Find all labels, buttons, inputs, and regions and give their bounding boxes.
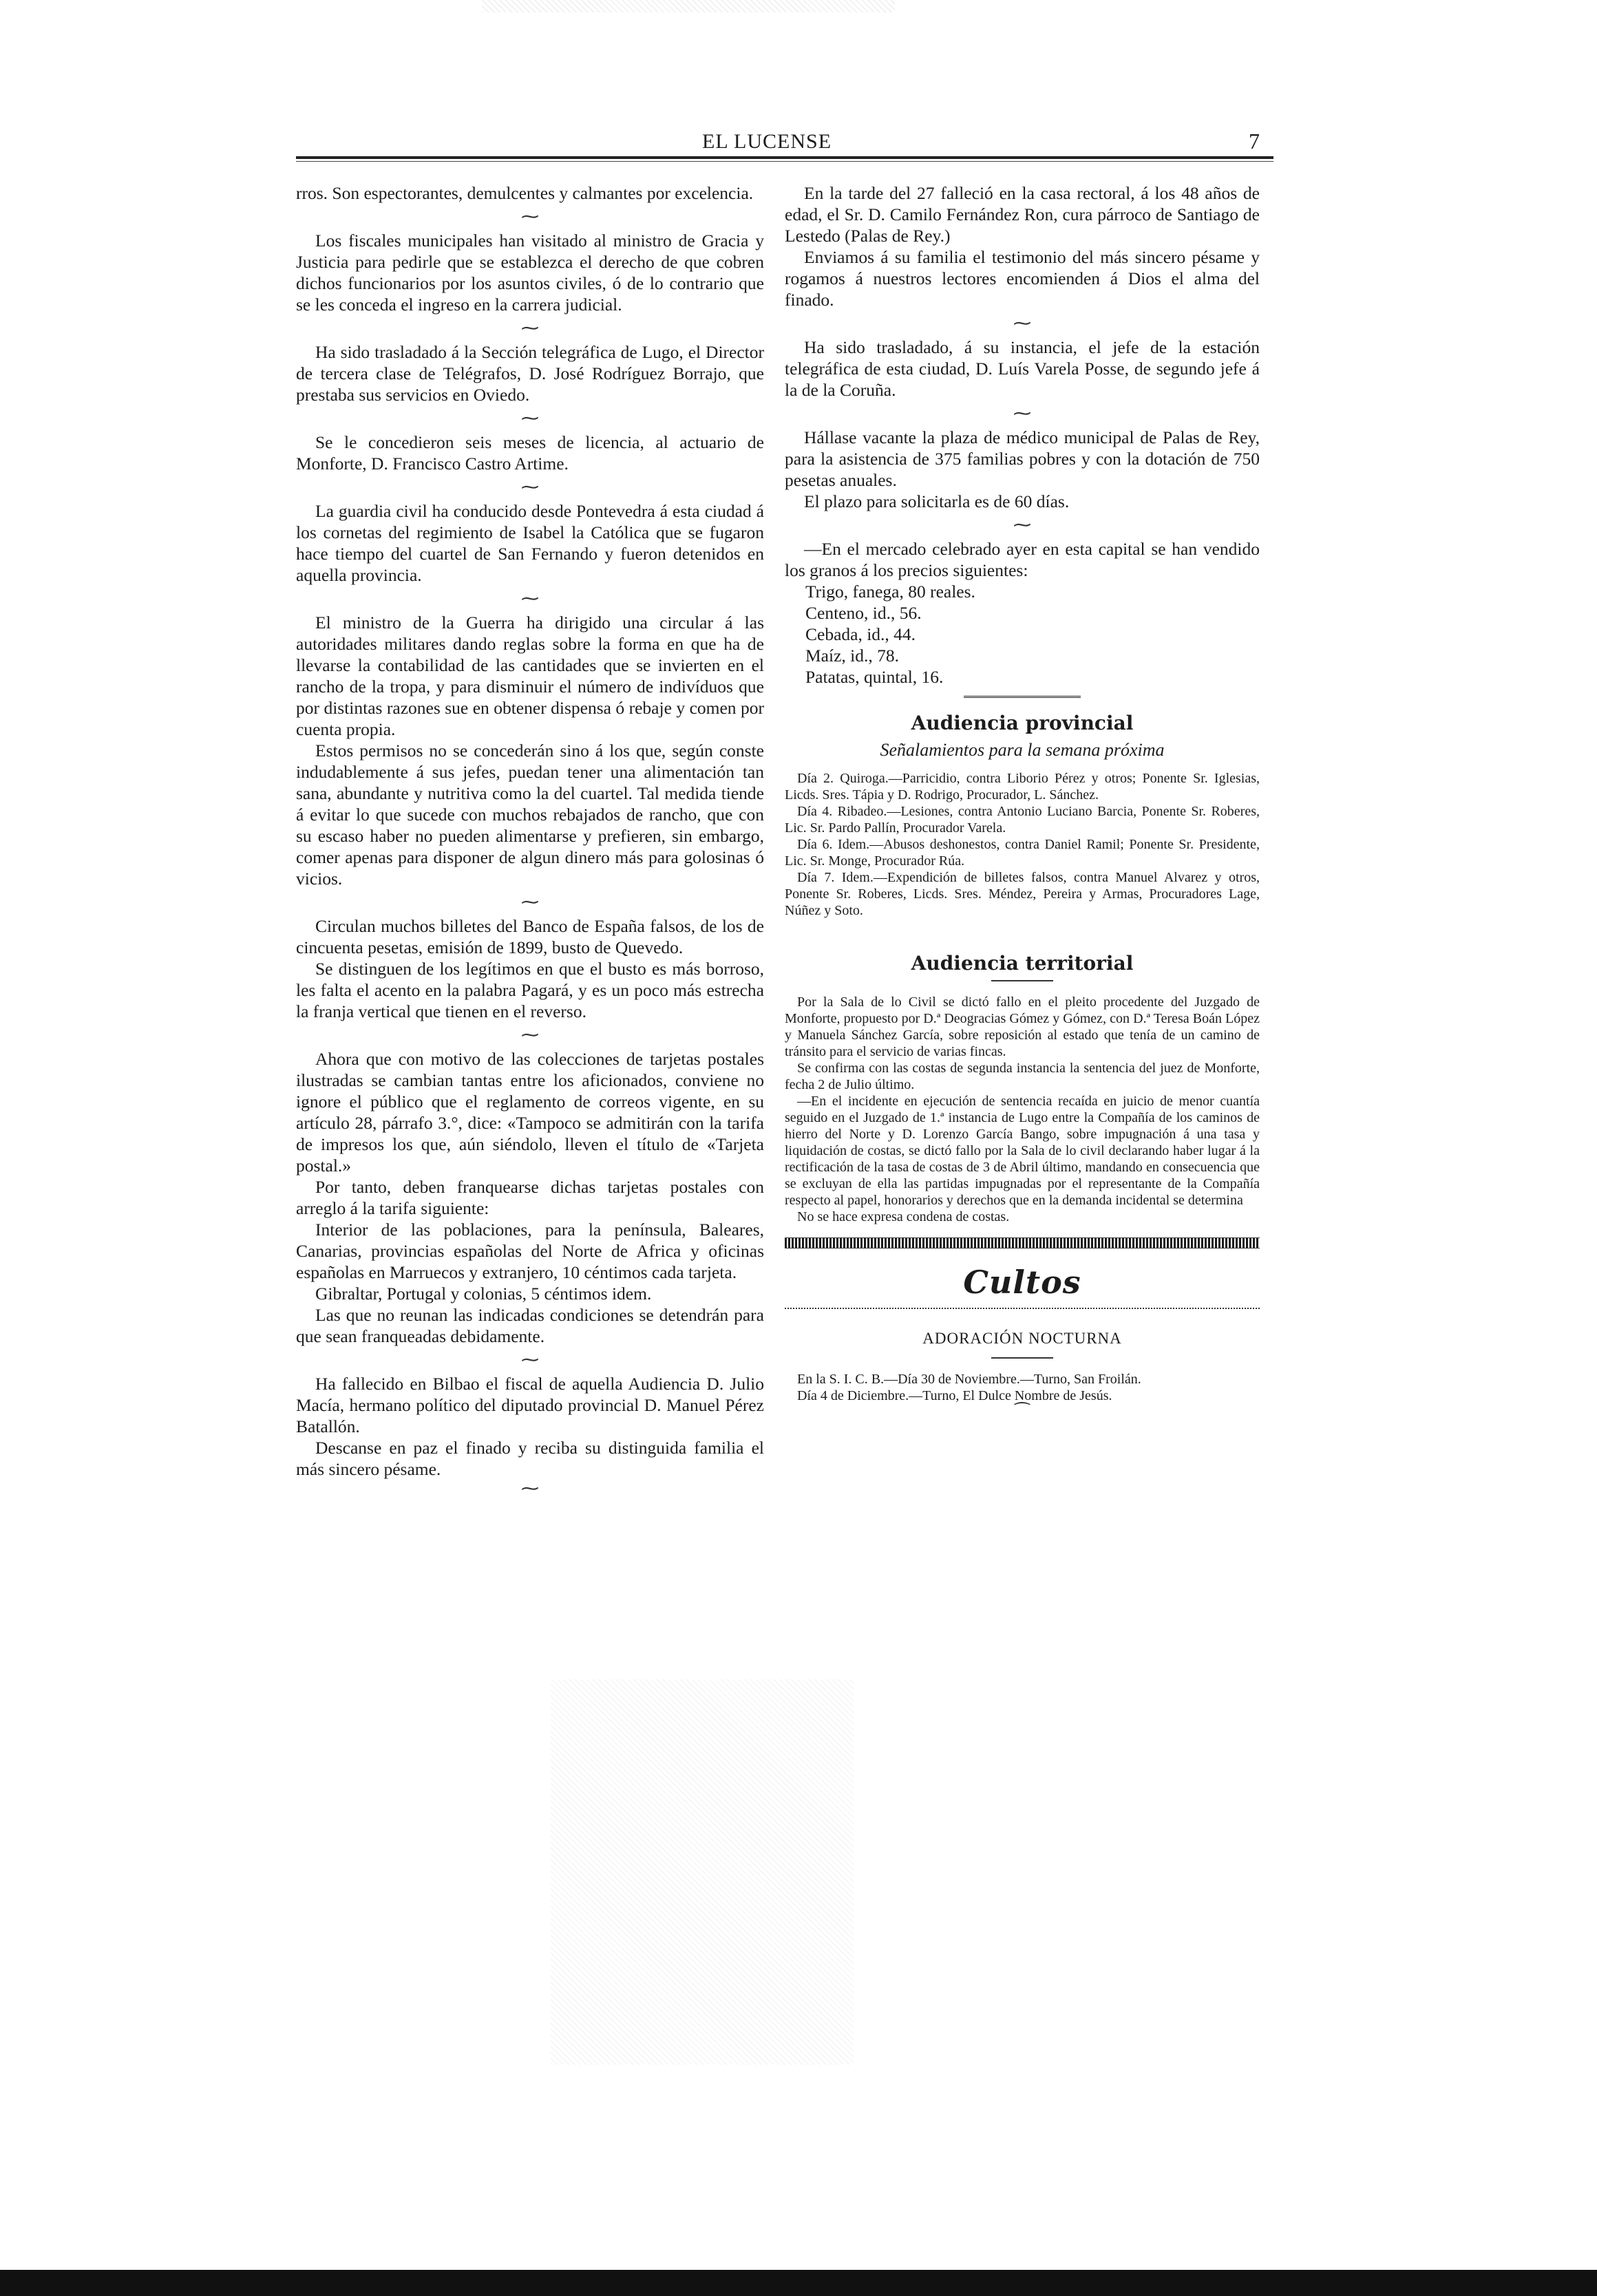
flourish-ornament: ⁓ xyxy=(521,1478,539,1498)
article-paragraph: Ha sido trasladado á la Sección telegráfica de Lugo, el Director de tercera clase de Telégrafos, D. José Rodríguez Borrajo, que prestaba sus servicios en Oviedo. xyxy=(296,342,764,405)
court-entry: Día 4. Ribadeo.—Lesiones, contra Antonio Luciano Barcia, Ponente Sr. Roberes, Lic. Sr. Pardo Pallín, Procurador Varela. xyxy=(785,804,1260,836)
flourish-ornament: ⁓ xyxy=(1013,313,1031,333)
article-paragraph: Ha fallecido en Bilbao el fiscal de aquella Audiencia D. Julio Macía, hermano político del diputado provincial D. Manuel Pérez Batallón. xyxy=(296,1374,764,1436)
audiencia-provincial-title: Audiencia provincial xyxy=(911,712,1134,734)
flourish-ornament: ⁓ xyxy=(521,892,539,912)
header-rule xyxy=(296,156,1273,159)
article-paragraph: En la tarde del 27 falleció en la casa rectoral, á los 48 años de edad, el Sr. D. Camilo Fernández Ron, cura párroco de Santiago de Lestedo (Palas de Rey.) xyxy=(785,183,1260,246)
print-speckle-bottom xyxy=(551,1679,854,2065)
article-paragraph: Ha sido trasladado, á su instancia, el jefe de la estación telegráfica de esta ciudad, D. Luís Varela Posse, de segundo jefe á la de la Coruña. xyxy=(785,337,1260,400)
article-paragraph: Hállase vacante la plaza de médico municipal de Palas de Rey, para la asistencia de 375 familias pobres y con la dotación de 750 pesetas anuales. xyxy=(785,427,1260,490)
dotted-divider xyxy=(785,1308,1260,1309)
article-paragraph: Por tanto, deben franquearse dichas tarjetas postales con arreglo á la tarifa siguiente: xyxy=(296,1177,764,1218)
article-paragraph: Gibraltar, Portugal y colonias, 5 céntimos idem. xyxy=(315,1284,652,1304)
left-column xyxy=(296,182,764,1498)
price-item: Centeno, id., 56. xyxy=(805,603,922,623)
price-item: Trigo, fanega, 80 reales. xyxy=(805,582,975,602)
cultos-heading: Cultos xyxy=(963,1264,1081,1301)
article-paragraph: Enviamos á su familia el testimonio del más sincero pésame y rogamos á nuestros lectores encomienden á Dios el alma del finado. xyxy=(785,247,1260,310)
court-paragraph: No se hace expresa condena de costas. xyxy=(797,1209,1010,1224)
page-header xyxy=(296,127,1273,162)
flourish-ornament: ⁓ xyxy=(521,477,539,497)
cultos-list xyxy=(785,1371,1260,1404)
price-item: Cebada, id., 44. xyxy=(805,624,916,644)
article-paragraph: Circulan muchos billetes del Banco de España falsos, de los de cincuenta pesetas, emisión de 1899, busto de Quevedo. xyxy=(296,916,764,957)
article-paragraph: Descanse en paz el finado y reciba su distinguida familia el más sincero pésame. xyxy=(296,1438,764,1479)
audiencia-territorial-title: Audiencia territorial xyxy=(911,952,1134,975)
court-entry: Día 2. Quiroga.—Parricidio, contra Liborio Pérez y otros; Ponente Sr. Iglesias, Licds. Sres. Tápia y D. Rodrigo, Procurador, L. Sánchez. xyxy=(785,771,1260,802)
article-paragraph: rros. Son espectorantes, demulcentes y calmantes por excelencia. xyxy=(296,183,754,203)
article-paragraph: Ahora que con motivo de las colecciones de tarjetas postales ilustradas se cambian tantas entre los aficionados, conviene no ignore el público que el reglamento de correos vigente, en su artículo 28, párrafo 3.°, dice: «Tampoco se admitirán con la tarifa de impresos los que, aún siéndolo, lleven el título de «Tarjeta postal.» xyxy=(296,1049,764,1176)
right-column xyxy=(785,182,1260,1422)
adoracion-nocturna-title: ADORACIÓN NOCTURNA xyxy=(922,1330,1122,1347)
audiencia-provincial-subtitle: Señalamientos para la semana próxima xyxy=(880,740,1165,760)
article-paragraph: La guardia civil ha conducido desde Pontevedra á esta ciudad á los cornetas del regimiento de Isabel la Católica que se fugaron hace tiempo del cuartel de San Fernando y fueron detenidos en aquella provincia. xyxy=(296,501,764,585)
grain-price-list xyxy=(805,581,1260,688)
flourish-ornament: ⁓ xyxy=(1013,403,1031,423)
flourish-ornament: ⁓ xyxy=(521,318,539,338)
cultos-entry: En la S. I. C. B.—Día 30 de Noviembre.—Turno, San Froilán. xyxy=(797,1372,1141,1387)
article-paragraph: El ministro de la Guerra ha dirigido una circular á las autoridades militares dando reglas sobre la forma en que ha de llevarse la contabilidad de las cantidades que se invierten en el rancho de la tropa, y para disminuir el número de indivíduos que por distintas razones sue en obtener dispensa ó rebaje y comen por cuenta propia. xyxy=(296,613,764,739)
flourish-ornament: ⁓ xyxy=(521,408,539,428)
article-paragraph: Interior de las poblaciones, para la península, Baleares, Canarias, provincias españolas del Norte de Africa y oficinas españolas en Marruecos y extranjero, 10 céntimos cada tarjeta. xyxy=(296,1220,764,1282)
article-paragraph: Se distinguen de los legítimos en que el busto es más borroso, les falta el acento en la palabra Pagará, y es un poco más estrecha la franja vertical que tienen en el reverso. xyxy=(296,959,764,1021)
flourish-ornament: ⁓ xyxy=(521,1350,539,1370)
scan-border-bottom xyxy=(0,2270,1597,2296)
header-rule-thin xyxy=(296,161,1273,162)
price-item: Maíz, id., 78. xyxy=(805,646,899,666)
flourish-ornament: ⁀ xyxy=(1015,1403,1030,1423)
section-divider xyxy=(991,1357,1053,1359)
court-paragraph: —En el incidente en ejecución de sentencia recaída en juicio de menor cuantía seguido en el Juzgado de 1.ª instancia de Lugo entre la Compañía de los caminos de hierro del Norte y D. Lorenzo García Bango, sobre impugnación á una tasa y liquidación de costas, se dictó fallo por la Sala de lo civil declarando haber lugar á la rectificación de la tasa de costas de 3 de Abril último, mandando en consecuencia que se excluyan de ella las partidas impugnadas por el representante de la Compañía respecto al papel, honorarios y derechos que en la demanda incidental se determina xyxy=(785,1094,1260,1208)
court-paragraph: Se confirma con las costas de segunda instancia la sentencia del juez de Monforte, fecha 2 de Julio último. xyxy=(785,1061,1260,1092)
court-paragraph: Por la Sala de lo Civil se dictó fallo en el pleito procedente del Juzgado de Monforte, propuesto por D.ª Deogracias Gómez y Gómez, con D.ª Teresa Boán López y Manuela Sánchez García, sobre reposición al estado que tenía de un camino de tránsito para el servicio de varias fincas. xyxy=(785,995,1260,1059)
article-paragraph: Se le concedieron seis meses de licencia, al actuario de Monforte, D. Francisco Castro Artime. xyxy=(296,432,764,474)
flourish-ornament: ⁓ xyxy=(521,1025,539,1045)
article-paragraph: Estos permisos no se concederán sino á los que, según conste indudablemente á sus jefes, puedan tener una alimentación tan sana, abundante y nutritiva como la del cuartel. Tal medida tiende á evitar lo que sucede con muchos rebajados de rancho, que con su escaso haber no pueden alimentarse y prefieren, sin embargo, comer apenas para disponer de algun dinero más para golosinas ó vicios. xyxy=(296,741,764,889)
short-divider xyxy=(785,919,1260,939)
article-paragraph: Las que no reunan las indicadas condiciones se detendrán para que sean franqueadas debidamente. xyxy=(296,1305,764,1346)
price-item: Patatas, quintal, 16. xyxy=(805,667,944,687)
article-paragraph: —En el mercado celebrado ayer en esta capital se han vendido los granos á los precios siguientes: xyxy=(785,539,1260,580)
decorative-band xyxy=(785,1237,1260,1248)
flourish-ornament: ⁓ xyxy=(1013,515,1031,535)
print-speckle-top xyxy=(482,0,895,12)
article-paragraph: Los fiscales municipales han visitado al ministro de Gracia y Justicia para pedirle que se establezca el derecho de que cobren dichos funcionarios por los asuntos civiles, ó de lo contrario que se les conceda el ingreso en la carrera judicial. xyxy=(296,231,764,315)
audiencia-territorial-body xyxy=(785,994,1260,1225)
court-entry: Día 6. Idem.—Abusos deshonestos, contra Daniel Ramil; Ponente Sr. Presidente, Lic. Sr. Monge, Procurador Rúa. xyxy=(785,837,1260,869)
section-divider xyxy=(964,696,1081,699)
newspaper-title: EL LUCENSE xyxy=(702,130,832,153)
section-divider xyxy=(991,980,1053,981)
audiencia-provincial-list xyxy=(785,770,1260,919)
page-number: 7 xyxy=(1249,129,1260,153)
cultos-entry: Día 4 de Diciembre.—Turno, El Dulce Nombre de Jesús. xyxy=(797,1388,1112,1403)
flourish-ornament: ⁓ xyxy=(521,206,539,226)
flourish-ornament: ⁓ xyxy=(521,588,539,608)
court-entry: Día 7. Idem.—Expendición de billetes falsos, contra Manuel Alvarez y otros, Ponente Sr. Roberes, Licds. Sres. Méndez, Pereira y Armas, Procuradores Lage, Núñez y Soto. xyxy=(785,870,1260,918)
article-paragraph: El plazo para solicitarla es de 60 días. xyxy=(804,491,1070,511)
